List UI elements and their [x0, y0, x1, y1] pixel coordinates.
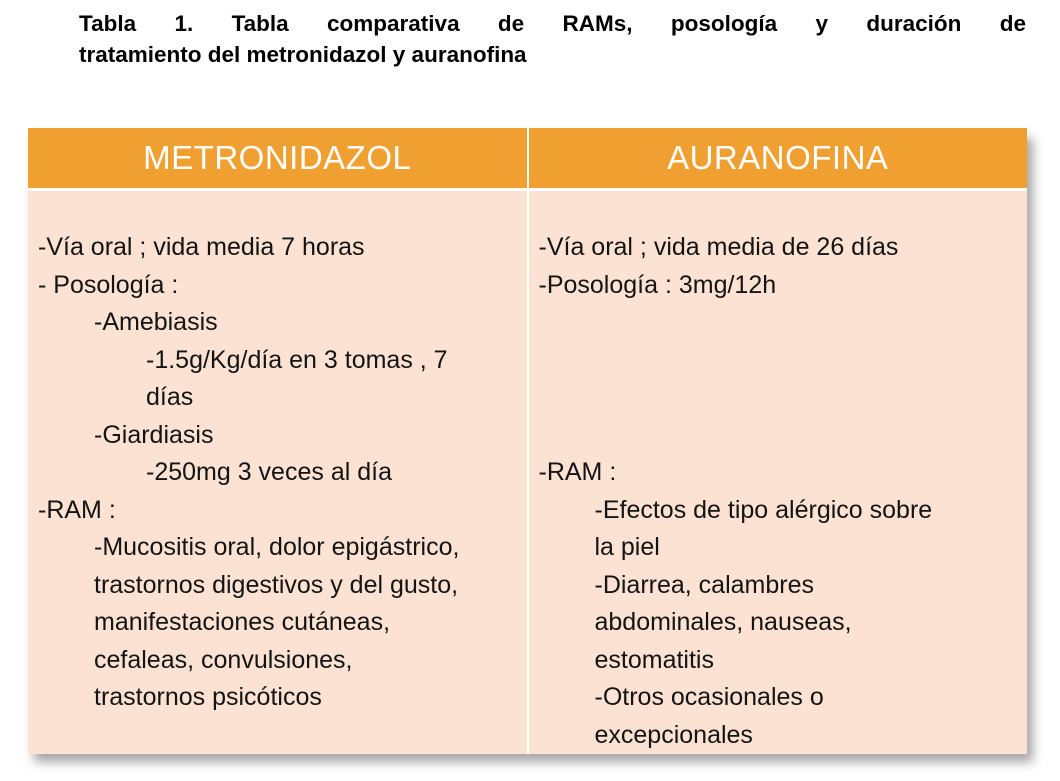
auranofina-cell [528, 190, 1028, 755]
metronidazol-posologia: - Posología : [38, 270, 179, 299]
header-row [28, 128, 1027, 190]
metronidazol-amebiasis-dosis-2: días [146, 383, 194, 411]
caption-line-1: Tabla 1. Tabla comparativa de RAMs, posología y duración de [79, 11, 1026, 36]
auranofina-spacer [539, 304, 1018, 454]
metronidazol-amebiasis: -Amebiasis [94, 308, 218, 336]
comparison-table-container [28, 128, 1027, 752]
metronidazol-ram: -RAM : [38, 495, 116, 524]
metronidazol-via: -Vía oral ; vida media 7 horas [38, 233, 365, 261]
auranofina-ram-line: -Otros ocasionales o [594, 683, 824, 711]
metronidazol-cell [28, 190, 528, 755]
header-auranofina: AURANOFINA [528, 128, 1028, 190]
metronidazol-giardiasis: -Giardiasis [94, 420, 214, 449]
metronidazol-ram-line: -Mucositis oral, dolor epigástrico, [94, 533, 460, 561]
auranofina-ram-line: -Efectos de tipo alérgico sobre [594, 495, 933, 524]
metronidazol-giardiasis-dosis: -250mg 3 veces al día [146, 458, 392, 486]
auranofina-posologia: -Posología : 3mg/12h [538, 270, 777, 299]
metronidazol-ram-line: trastornos digestivos y del gusto, [94, 570, 459, 599]
auranofina-ram-line: estomatitis [594, 645, 714, 674]
auranofina-ram-line: excepcionales [594, 720, 753, 749]
table-caption [79, 8, 1026, 70]
metronidazol-ram-line: trastornos psicóticos [94, 683, 322, 711]
body-row [28, 190, 1027, 755]
metronidazol-ram-line: manifestaciones cutáneas, [94, 608, 391, 636]
metronidazol-ram-line: cefaleas, convulsiones, [94, 645, 353, 674]
auranofina-via: -Vía oral ; vida media de 26 días [538, 233, 899, 261]
auranofina-ram-line: la piel [594, 533, 660, 561]
auranofina-ram-line: -Diarrea, calambres [594, 570, 815, 599]
auranofina-ram: -RAM : [538, 458, 617, 486]
metronidazol-amebiasis-dosis-1: -1.5g/Kg/día en 3 tomas , 7 [146, 345, 448, 374]
comparison-table [28, 128, 1027, 754]
header-metronidazol: METRONIDAZOL [28, 128, 528, 190]
auranofina-ram-line: abdominales, nauseas, [594, 608, 852, 636]
caption-line-2: tratamiento del metronidazol y auranofina [79, 42, 527, 67]
